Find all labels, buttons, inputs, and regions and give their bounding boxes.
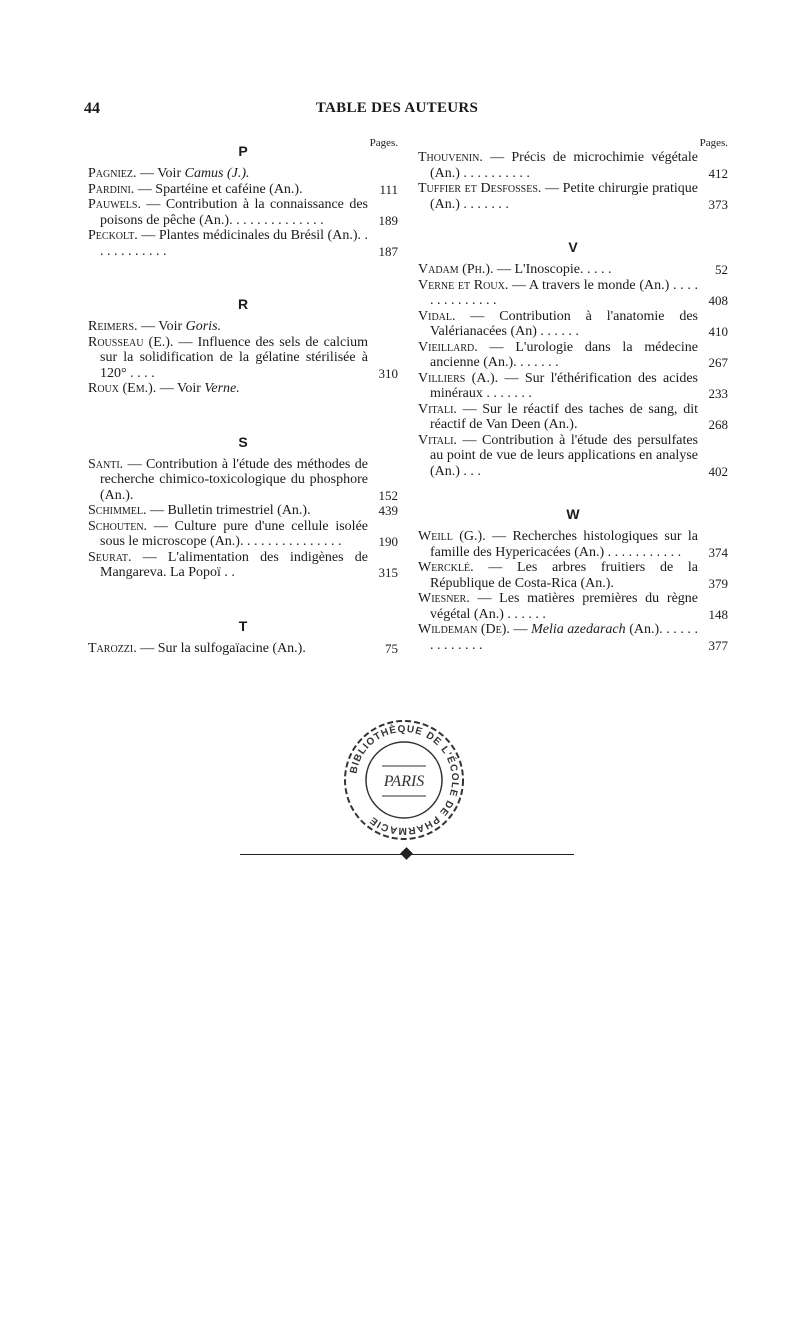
entry-author: Reimers.: [88, 319, 138, 334]
entry-author: Roux (Em.).: [88, 381, 157, 396]
index-entry: [418, 340, 728, 371]
entry-page-number: 315: [378, 565, 398, 580]
index-entry: [418, 150, 728, 181]
entry-author: Seurat.: [88, 549, 132, 565]
entry-page-number: 75: [385, 640, 398, 656]
entry-title: — Petite chirurgie pratique (An.) . . . . . . .: [430, 181, 698, 212]
entry-title: — Les matières premières du règne végétal (An.) . . . . . .: [430, 591, 698, 622]
entry-title: — Plantes médicinales du Brésil (An.). . . . . . . . . . . .: [100, 228, 368, 259]
entry-page-number: 402: [708, 463, 728, 479]
entry-author: Schouten.: [88, 518, 148, 534]
entry-title: — Culture pure d'une cellule isolée sous le microscope (An.). . . . . . . . . . . . . . .: [100, 518, 368, 549]
index-entry: [418, 560, 728, 591]
entry-page-number: 187: [378, 243, 398, 259]
section-gap: [88, 581, 398, 611]
library-stamp: [342, 718, 466, 842]
entry-author: Villiers (A.).: [418, 370, 499, 386]
index-entry: [88, 182, 398, 198]
entry-page-number: 268: [708, 417, 728, 432]
entry-author: Pardini.: [88, 181, 135, 197]
entry-author: Vieillard.: [418, 339, 478, 355]
entry-author: Verne et Roux.: [418, 277, 509, 293]
index-entry: [418, 309, 728, 340]
entry-page-number: 111: [379, 181, 398, 197]
entry-title: —: [509, 622, 532, 637]
entry-page-number: 410: [708, 324, 728, 339]
page-header: [84, 100, 710, 124]
right-column: [418, 136, 728, 653]
index-entry: [418, 529, 728, 560]
entry-title: — Spartéine et caféine (An.).: [134, 181, 303, 197]
entry-title: — Précis de microchimie végétale (An.) . . . . . . . . . .: [430, 150, 698, 181]
section-gap: [418, 212, 728, 232]
entry-italic: Melia azedarach: [531, 622, 626, 637]
index-entry: [88, 381, 398, 397]
entry-author: Wiesner.: [418, 591, 470, 606]
running-title: TABLE DES AUTEURS: [315, 100, 479, 116]
entry-author: Wildeman (De).: [418, 622, 510, 637]
entry-title: — L'Inoscopie. . . . .: [493, 262, 612, 277]
entry-title: — Sur le réactif des taches de sang, dit réactif de Van Deen (An.).: [430, 401, 698, 432]
entry-page-number: 152: [378, 487, 398, 503]
entry-italic: Goris.: [185, 319, 222, 334]
entry-author: Rousseau (E.).: [88, 334, 174, 350]
section-letter-r: R: [237, 296, 249, 312]
entry-page-number: 439: [378, 503, 398, 518]
entry-title: — Contribution à l'étude des persulfates au point de vue de leurs applications en analyse (An.) . . .: [430, 432, 698, 479]
entry-title: — Sur l'éthérification des acides minéraux . . . . . . .: [430, 370, 698, 401]
entry-author: Santi.: [88, 456, 124, 472]
stamp-outer-text: BIBLIOTHÈQUE DE L'ÉCOLE DE PHARMACIE: [348, 723, 461, 837]
index-entry: [88, 335, 398, 382]
entry-title: — Voir: [137, 319, 186, 334]
entry-title: — Les arbres fruitiers de la République de Costa-Rica (An.).: [430, 560, 698, 591]
entry-page-number: 233: [708, 386, 728, 401]
left-column: [88, 136, 398, 656]
index-entry: [418, 181, 728, 212]
entry-page-number: 379: [708, 575, 728, 591]
index-entry: [418, 371, 728, 402]
pages-label: Pages.: [699, 137, 728, 149]
stamp-center-text: PARIS: [383, 773, 425, 790]
entry-title: — Sur la sulfogaïacine (An.).: [136, 640, 306, 656]
entry-page-number: 267: [708, 355, 728, 370]
section-letter-t: T: [238, 617, 248, 634]
entry-page-number: 412: [708, 165, 728, 181]
entry-author: Tarozzi.: [88, 640, 137, 656]
entry-author: Schimmel.: [88, 503, 147, 518]
index-entry: [418, 622, 728, 653]
entry-author: Pauwels.: [88, 197, 141, 212]
section-letter-v: V: [568, 239, 578, 255]
index-entry: [88, 503, 398, 519]
entry-page-number: 374: [708, 544, 728, 560]
entry-page-number: 52: [715, 262, 728, 277]
entry-author: Vitali.: [418, 432, 457, 448]
index-entry: [88, 550, 398, 581]
section-gap: [88, 397, 398, 427]
entry-page-number: 148: [708, 606, 728, 622]
section-letter-w: W: [566, 506, 580, 522]
closing-ornament: [400, 847, 413, 860]
pages-label: Pages.: [369, 137, 398, 149]
entry-page-number: 408: [708, 293, 728, 308]
section-gap: [418, 479, 728, 499]
entry-title: — Contribution à la connaissance des poisons de pêche (An.). . . . . . . . . . . . . .: [100, 197, 368, 228]
entry-page-number: 373: [708, 196, 728, 212]
index-entry: [88, 166, 398, 182]
index-entry: [418, 278, 728, 309]
entry-title: — Voir: [156, 381, 205, 396]
entry-author: Pagniez.: [88, 166, 137, 181]
entry-page-number: 310: [378, 365, 398, 381]
entry-author: Wercklé.: [418, 560, 474, 575]
entry-italic: Verne.: [204, 381, 240, 396]
index-entry: [418, 402, 728, 433]
entry-author: Peckolt.: [88, 228, 138, 243]
entry-title: — Recherches histologiques sur la famille des Hypericacées (An.) . . . . . . . . . . .: [430, 529, 698, 560]
index-entry: [418, 262, 728, 278]
entry-title: — Bulletin trimestriel (An.).: [146, 503, 311, 518]
entry-author: Vidal.: [418, 308, 456, 324]
entry-title: — Contribution à l'anatomie des Valérianacées (An) . . . . . .: [430, 308, 698, 339]
entry-author: Vadam (Ph.).: [418, 262, 494, 277]
section-gap: [88, 259, 398, 289]
index-entry: [88, 519, 398, 550]
index-entry: [88, 641, 398, 657]
page-number: 44: [84, 100, 100, 117]
section-letter-p: P: [238, 143, 248, 159]
entry-title: — L'urologie dans la médecine ancienne (An.). . . . . . .: [430, 339, 698, 370]
entry-author: Tuffier et Desfosses.: [418, 181, 542, 196]
index-entry: [418, 433, 728, 480]
entry-title: — Influence des sels de calcium sur la solidification de la gélatine stérilisée à 120° . . . .: [100, 334, 368, 381]
entry-italic: Camus (J.).: [184, 166, 250, 181]
entry-page-number: 189: [378, 212, 398, 228]
index-entry: [418, 591, 728, 622]
entry-page-number: 377: [708, 637, 728, 653]
section-letter-s: S: [238, 433, 248, 450]
entry-title-cont: (An.). . . . . . . . . . . . . .: [430, 622, 698, 653]
entry-title: — A travers le monde (An.) . . . . . . . . . . . . . .: [430, 277, 698, 308]
entry-author: Weill (G.).: [418, 529, 486, 544]
entry-page-number: 190: [378, 534, 398, 549]
entry-title: — Contribution à l'étude des méthodes de recherche chimico-toxicologique du phosphore (An.).: [100, 456, 368, 503]
index-entry: [88, 197, 398, 228]
entry-title: — L'alimentation des indigènes de Mangareva. La Popoï . .: [100, 549, 368, 580]
index-entry: [88, 457, 398, 504]
entry-author: Thouvenin.: [418, 150, 483, 165]
index-entry: [88, 228, 398, 259]
entry-title: — Voir: [136, 166, 185, 181]
index-entry: [88, 319, 398, 335]
entry-author: Vitali.: [418, 401, 457, 417]
